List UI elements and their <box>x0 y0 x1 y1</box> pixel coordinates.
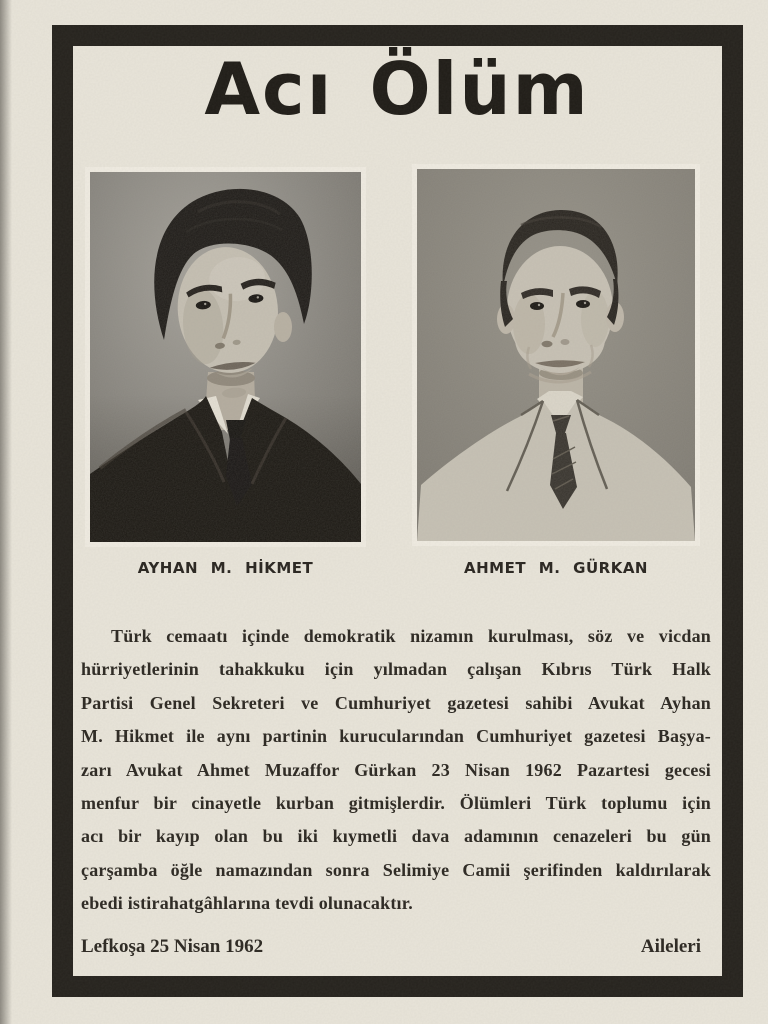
signature: Aileleri <box>640 936 701 957</box>
page-title: Acı Ölüm <box>204 47 590 131</box>
portrait-ayhan-hikmet-image <box>90 172 361 542</box>
text-line: çarşamba öğle namazından sonra Selimiye Camii şerifinden kaldırılarak <box>81 859 711 880</box>
text-line: menfur bir cinayetle kurban gitmişlerdir. Ölümleri Türk toplumu için <box>81 793 711 814</box>
place-date: Lefkoşa 25 Nisan 1962 <box>81 936 264 957</box>
text-line: M. Hikmet ile aynı partinin kurucularından Cumhuriyet gazetesi Başya- <box>81 726 711 747</box>
footer-row <box>81 936 711 958</box>
text-line: hürriyetlerinin tahakkuku için yılmadan çalışan Kıbrıs Türk Halk <box>81 659 711 680</box>
portrait-photo-left <box>85 167 366 547</box>
text-line: Partisi Genel Sekreteri ve Cumhuriyet gazetesi sahibi Avukat Ayhan <box>81 692 711 713</box>
photo-caption-right: AHMET M. GÜRKAN <box>464 559 648 577</box>
text-line: zarı Avukat Ahmet Muzaffor Gürkan 23 Nisan 1962 Pazartesi gecesi <box>81 759 711 780</box>
photo-caption-left: AYHAN M. HİKMET <box>137 559 314 577</box>
text-line: acı bir kayıp olan bu iki kıymetli dava adamının cenazeleri bu gün <box>81 826 711 847</box>
text-line: Türk cemaatı içinde demokratik nizamın kurulması, söz ve vicdan <box>111 626 711 646</box>
portrait-ahmet-gurkan-image <box>417 169 695 541</box>
portrait-photo-right <box>412 164 700 546</box>
announcement-text <box>81 620 711 921</box>
text-line: ebedi istirahatgâhlarına tevdi olunacaktır. <box>81 893 413 914</box>
